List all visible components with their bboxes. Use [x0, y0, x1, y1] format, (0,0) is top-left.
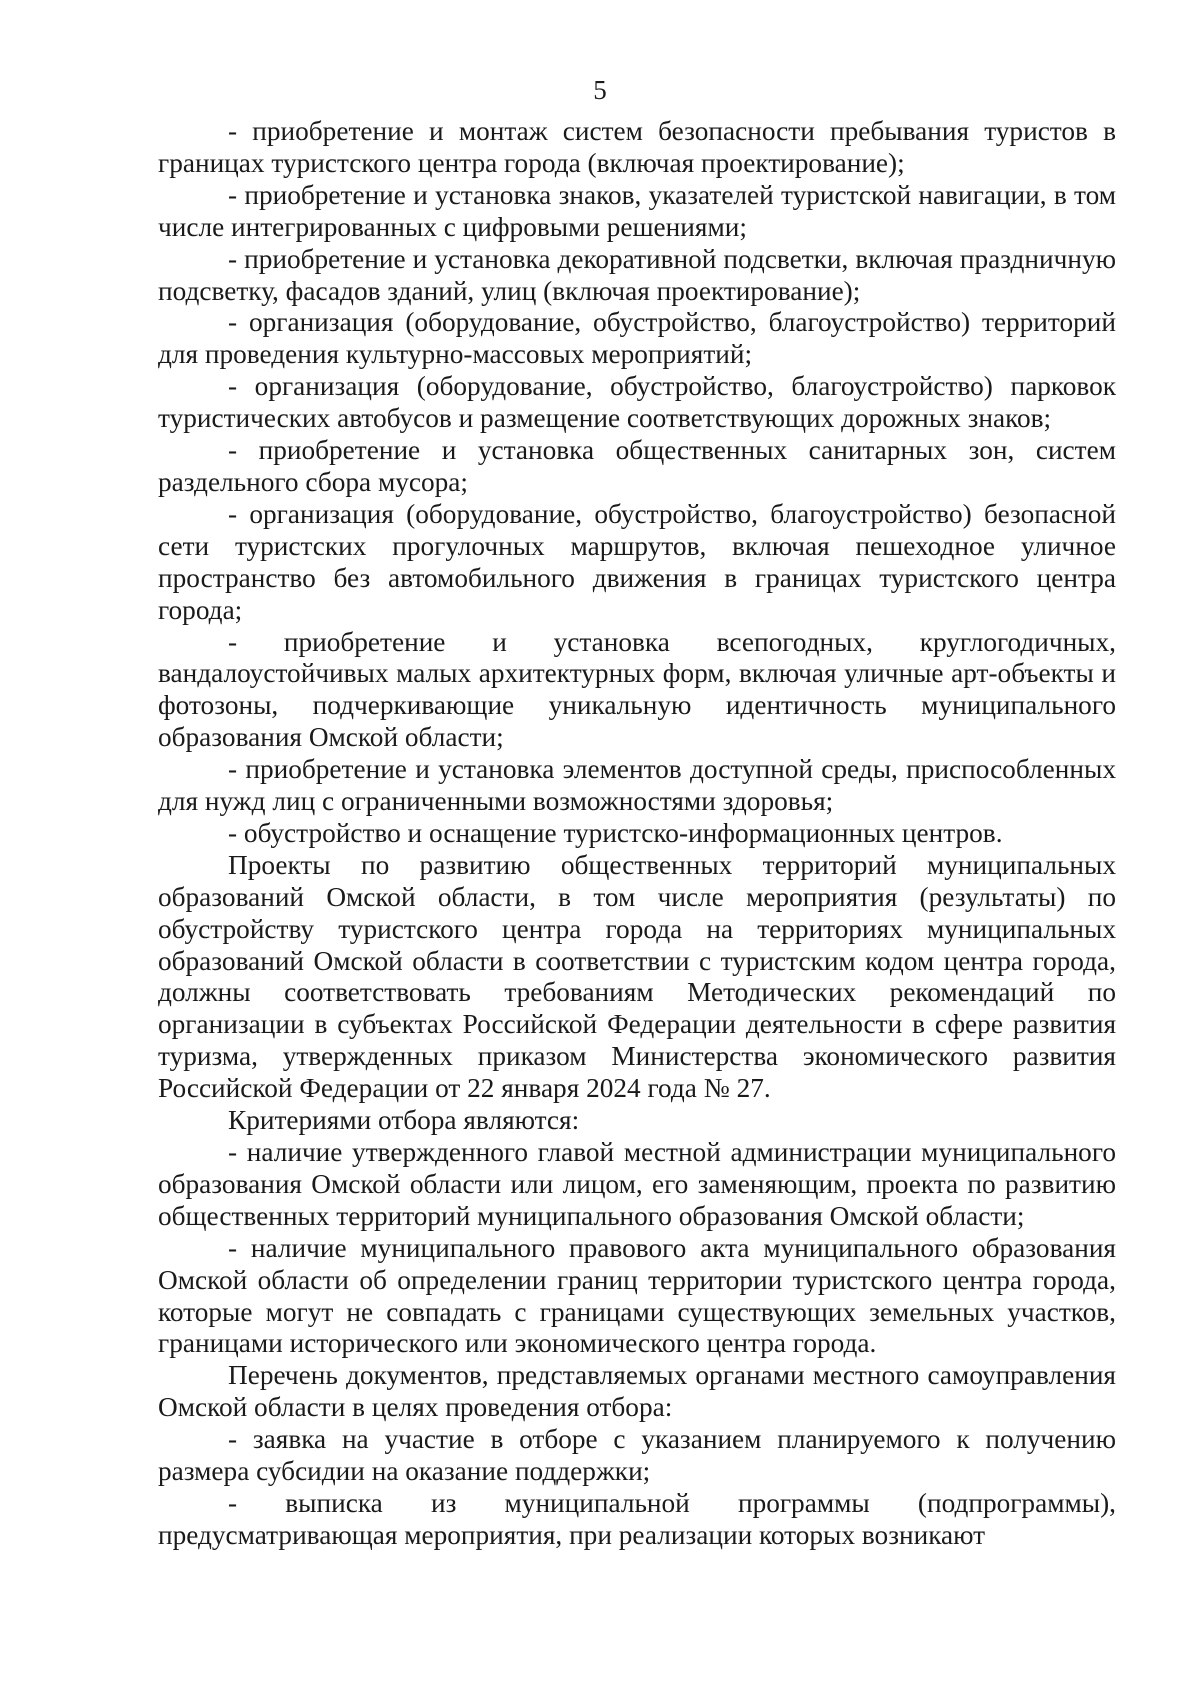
paragraph: Критериями отбора являются: [228, 1105, 580, 1136]
page-number: 5 [593, 75, 607, 105]
paragraph: - заявка на участие в отборе с указанием планируемого к получению размера субсидии на оказание поддержки; [158, 1424, 1116, 1487]
paragraph: - приобретение и установка всепогодных, круглогодичных, вандалоустойчивых малых архитектурных форм, включая уличные арт-объекты и фотозоны, подчеркивающие уникальную идентичность муниципального образования Омской области; [158, 626, 1116, 753]
paragraph: - наличие муниципального правового акта муниципального образования Омской области об определении границ территории туристского центра города, которые могут не совпадать с границами существующих земельных участков, границами исторического или экономического центра города. [158, 1232, 1116, 1359]
paragraph: - приобретение и установка знаков, указателей туристской навигации, в том числе интегрированных с цифровыми решениями; [158, 179, 1116, 242]
paragraph: - организация (оборудование, обустройство, благоустройство) безопасной сети туристских прогулочных маршрутов, включая пешеходное уличное пространство без автомобильного движения в границах туристского центра города; [158, 498, 1116, 625]
paragraph: - приобретение и установка общественных санитарных зон, систем раздельного сбора мусора; [158, 435, 1116, 497]
paragraph: Перечень документов, представляемых органами местного самоуправления Омской области в целях проведения отбора: [158, 1360, 1116, 1423]
paragraph: Проекты по развитию общественных территорий муниципальных образований Омской области, в том числе мероприятия (результаты) по обустройству туристского центра города на территориях муниципальных образований Омской области в соответствии с туристским кодом центра города, должны соответствовать требованиям Методических рекомендаций по организации в субъектах Российской Федерации деятельности в сфере развития туризма, утвержденных приказом Министерства экономического развития Российской Федерации от 22 января 2024 года № 27. [158, 849, 1116, 1104]
paragraph: - наличие утвержденного главой местной администрации муниципального образования Омской области или лицом, его заменяющим, проекта по развитию общественных территорий муниципального образования Омской области; [158, 1137, 1116, 1231]
paragraph: - обустройство и оснащение туристско-информационных центров. [228, 817, 1003, 848]
paragraph: - организация (оборудование, обустройство, благоустройство) территорий для проведения культурно-массовых мероприятий; [158, 307, 1116, 370]
paragraph: - выписка из муниципальной программы (подпрограммы), предусматривающая мероприятия, при реализации которых возникают [158, 1487, 1116, 1550]
paragraph: - организация (оборудование, обустройство, благоустройство) парковок туристических автобусов и размещение соответствующих дорожных знаков; [158, 371, 1116, 434]
paragraph: - приобретение и установка декоративной подсветки, включая праздничную подсветку, фасадов зданий, улиц (включая проектирование); [158, 243, 1116, 306]
paragraph: - приобретение и установка элементов доступной среды, приспособленных для нужд лиц с ограниченными возможностями здоровья; [158, 754, 1116, 817]
document-body [158, 116, 1116, 1552]
paragraph: - приобретение и монтаж систем безопасности пребывания туристов в границах туристского центра города (включая проектирование); [158, 116, 1116, 178]
